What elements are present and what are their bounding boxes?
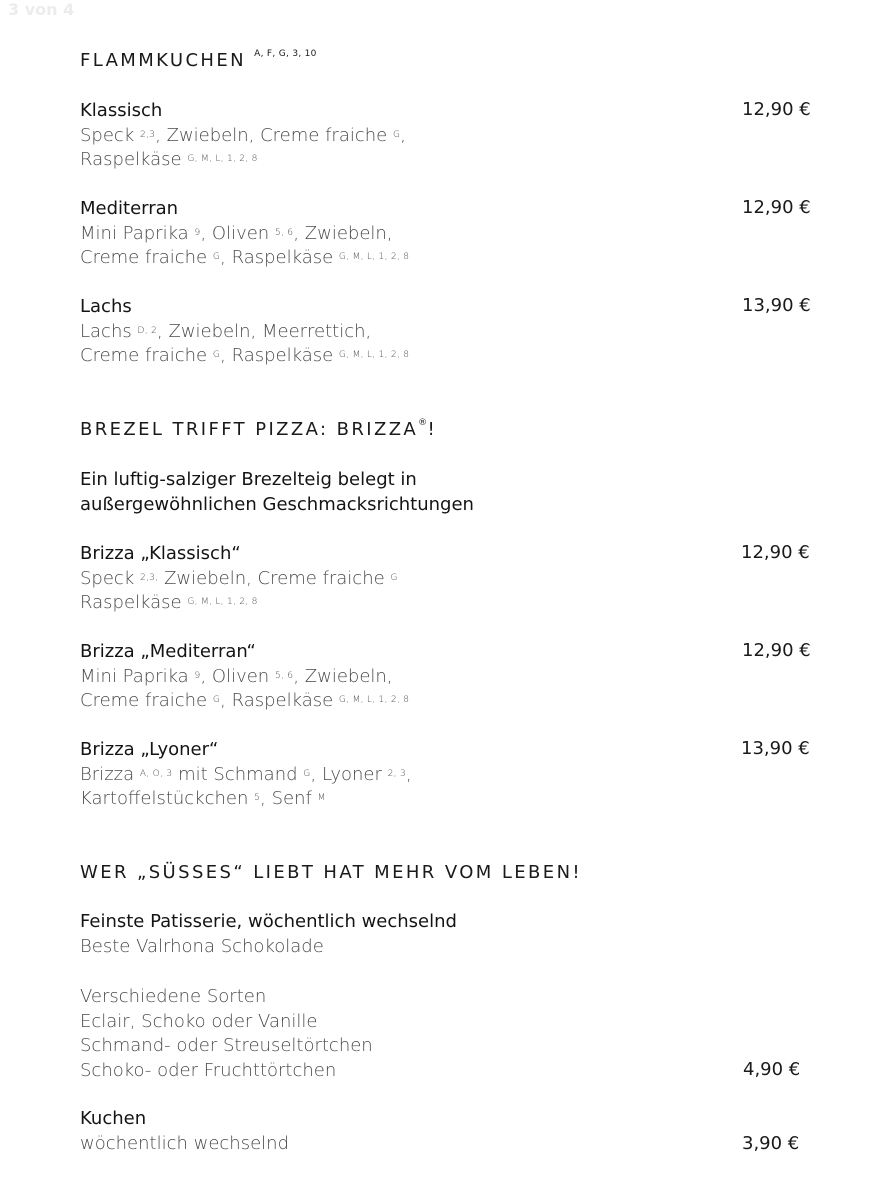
allergen-superscript: 9 bbox=[194, 670, 201, 681]
menu-item-sorten bbox=[80, 985, 740, 1083]
item-description: Beste Valrhona Schokolade bbox=[80, 935, 324, 957]
description-line: Creme fraiche $^G$, Raspelkäse $^{G, M, L, 1, 2, 8}$ bbox=[80, 690, 410, 712]
item-price: 4,90 € bbox=[743, 1059, 801, 1080]
item-price: 12,90 € bbox=[741, 542, 810, 563]
page-number: 3 von 4 bbox=[8, 0, 75, 19]
allergen-superscript: G bbox=[392, 129, 401, 140]
item-price: 13,90 € bbox=[742, 295, 811, 316]
allergen-superscript: 5, 6 bbox=[274, 227, 294, 238]
allergen-superscript: G bbox=[303, 768, 311, 779]
allergen-superscript: 5 bbox=[254, 793, 261, 804]
description-line: Speck $^{2,3}$, Zwiebeln, Creme fraiche $^G$, bbox=[80, 124, 406, 146]
description-line: Mini Paprika $^9$, Oliven $^{5, 6}$, Zwiebeln, bbox=[80, 222, 393, 244]
allergen-superscript: A, F, G, 3, 10 bbox=[254, 49, 317, 59]
intro-line: Ein luftig-salziger Brezelteig belegt in bbox=[80, 469, 417, 490]
allergen-superscript: 5, 6 bbox=[274, 670, 294, 681]
item-name: Brizza „Lyoner“ bbox=[80, 739, 219, 760]
description-line: Mini Paprika $^9$, Oliven $^{5, 6}$, Zwiebeln, bbox=[80, 665, 393, 687]
allergen-superscript: G, M, L, 1, 2, 8 bbox=[338, 350, 410, 361]
item-name: Mediterran bbox=[80, 198, 179, 219]
allergen-superscript: G, M, L, 1, 2, 8 bbox=[338, 695, 410, 706]
description-line: Creme fraiche $^G$, Raspelkäse $^{G, M, L, 1, 2, 8}$ bbox=[80, 247, 410, 269]
description-line: Creme fraiche $^G$, Raspelkäse $^{G, M, L, 1, 2, 8}$ bbox=[80, 345, 410, 367]
allergen-superscript: G bbox=[212, 350, 221, 361]
item-price: 12,90 € bbox=[742, 640, 811, 661]
section-title-brizza: BREZEL TRIFFT PIZZA: BRIZZA®! bbox=[80, 418, 438, 440]
description-line: Raspelkäse $^{G, M, L, 1, 2, 8}$ bbox=[80, 592, 258, 614]
menu-item-kuchen bbox=[80, 1107, 740, 1156]
allergen-superscript: 2,3 bbox=[139, 129, 156, 140]
allergen-superscript: G, M, L, 1, 2, 8 bbox=[187, 597, 258, 608]
sort-line: Verschiedene Sorten bbox=[80, 986, 267, 1007]
allergen-superscript: D, 2 bbox=[137, 325, 158, 336]
allergen-superscript: G bbox=[390, 572, 398, 583]
registered-mark: ® bbox=[418, 418, 428, 428]
item-description bbox=[80, 222, 740, 271]
item-name: Klassisch bbox=[80, 100, 163, 121]
item-name: Brizza „Klassisch“ bbox=[80, 543, 241, 564]
item-price: 3,90 € bbox=[742, 1133, 800, 1154]
item-price: 12,90 € bbox=[742, 99, 811, 120]
item-price: 13,90 € bbox=[741, 738, 810, 759]
item-description bbox=[80, 124, 740, 173]
item-name: Brizza „Mediterran“ bbox=[80, 641, 256, 662]
allergen-superscript: G, M, L, 1, 2, 8 bbox=[187, 154, 258, 165]
item-description: wöchentlich wechselnd bbox=[80, 1132, 289, 1154]
menu-item-patisserie bbox=[80, 910, 740, 959]
sort-line: Schoko- oder Fruchttörtchen bbox=[80, 1059, 337, 1081]
allergen-superscript: 9 bbox=[194, 227, 201, 238]
item-name: Feinste Patisserie, wöchentlich wechselnd bbox=[80, 911, 457, 932]
item-description bbox=[80, 567, 740, 616]
section-title-suesses: WER „SÜSSES“ LIEBT HAT MEHR VOM LEBEN! bbox=[80, 862, 583, 883]
section-intro bbox=[80, 468, 740, 517]
allergen-superscript: M bbox=[317, 793, 326, 804]
allergen-superscript: G bbox=[212, 695, 221, 706]
menu-item-flammkuchen-lachs bbox=[80, 295, 740, 369]
item-description bbox=[80, 320, 740, 369]
allergen-superscript: 2,3, bbox=[139, 572, 159, 583]
description-line: Raspelkäse $^{G, M, L, 1, 2, 8}$ bbox=[80, 149, 258, 171]
menu-item-flammkuchen-mediterran bbox=[80, 197, 740, 271]
item-description bbox=[80, 763, 740, 812]
description-line: Lachs $^{D, 2}$, Zwiebeln, Meerrettich, bbox=[80, 320, 372, 342]
description-line: Brizza $^{A, O, 3}$ mit Schmand $^G$, Lyoner $^{2, 3}$, bbox=[80, 763, 412, 785]
item-name: Lachs bbox=[80, 296, 132, 317]
allergen-superscript: 2, 3 bbox=[387, 768, 406, 779]
item-price: 12,90 € bbox=[742, 197, 811, 218]
allergen-superscript: G bbox=[212, 252, 221, 263]
item-name: Kuchen bbox=[80, 1108, 147, 1129]
sort-line: Eclair, Schoko oder Vanille bbox=[80, 1010, 318, 1032]
menu-item-brizza-klassisch bbox=[80, 542, 740, 616]
menu-item-brizza-lyoner bbox=[80, 738, 740, 812]
menu-item-flammkuchen-klassisch bbox=[80, 99, 740, 173]
allergen-superscript: A, O, 3 bbox=[139, 768, 173, 779]
section-title-flammkuchen: FLAMMKUCHEN $^{A, F, G, 3, 10}$ bbox=[80, 49, 317, 71]
item-description bbox=[80, 665, 740, 714]
intro-line: außergewöhnlichen Geschmacksrichtungen bbox=[80, 493, 474, 515]
allergen-superscript: G, M, L, 1, 2, 8 bbox=[338, 252, 410, 263]
description-line: Speck $^{2,3,}$ Zwiebeln, Creme fraiche $^G$ bbox=[80, 567, 398, 589]
sort-line: Schmand- oder Streuseltörtchen bbox=[80, 1035, 373, 1057]
menu-item-brizza-mediterran bbox=[80, 640, 740, 714]
description-line: Kartoffelstückchen $^5$, Senf $^M$ bbox=[80, 788, 326, 810]
